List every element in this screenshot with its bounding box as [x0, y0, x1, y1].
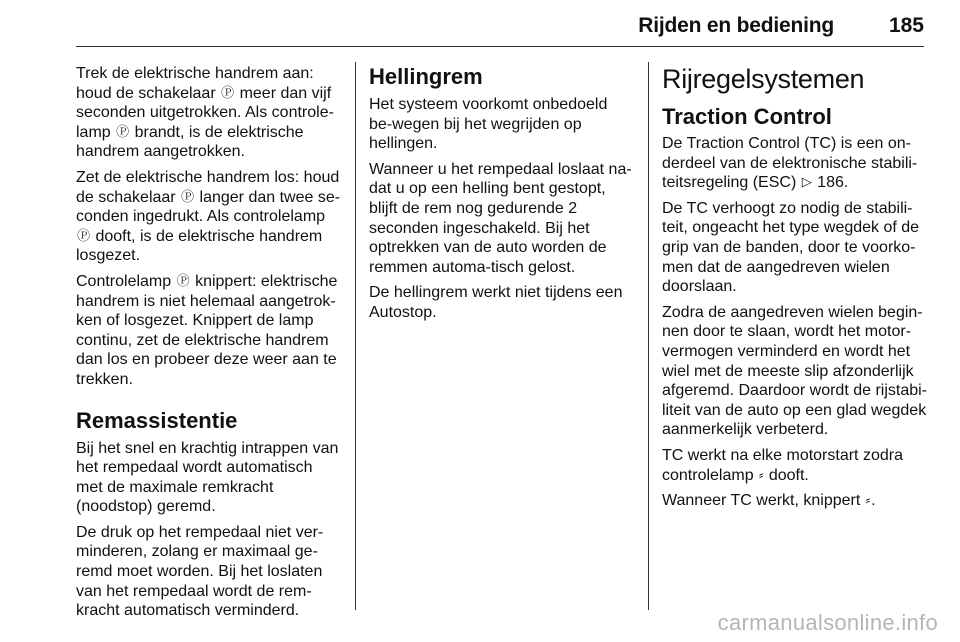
paragraph-tc-slip: Zodra de aangedreven wielen begin-nen door te slaan, wordt het motor-vermogen verminderd en wordt het wiel met de meeste slip afzonderlijk afgeremd. Daardoor wordt de rijstabi-liteit van de auto op een glad wegdek aanmerkelijk verbeterd.: [662, 303, 928, 439]
paragraph-hill-start-3: De hellingrem werkt niet tijdens een Autostop.: [369, 284, 623, 321]
paragraph-brake-release: Zet de elektrische handrem los: houd de schakelaar Ⓟ langer dan twee se-conden ingedrukt. Als controlelamp Ⓟ dooft, is de elektrische handrem losgezet.: [76, 168, 341, 265]
parking-brake-icon: Ⓟ: [77, 227, 91, 243]
paragraph-hill-start-2: Wanneer u het rempedaal loslaat na-dat u op een helling bent gestopt, blijft de rem nog gedurende 2 seconden ingeschakeld. Bij het optrekken van de auto worden de remmen automa-tisch gelost.: [369, 160, 632, 276]
watermark: carmanualsonline.info: [717, 610, 938, 635]
traction-control-icon: ⸗: [759, 466, 764, 482]
paragraph-tc-intro: De Traction Control (TC) is een on-derdeel van de elektronische stabili-teitsregeling (ESC) ▷ 186.: [662, 135, 918, 192]
column-3: [662, 64, 930, 612]
section-name: Rijden en bediening: [638, 14, 834, 37]
parking-brake-icon: Ⓟ: [116, 123, 130, 139]
parking-brake-icon: Ⓟ: [181, 188, 195, 204]
heading-traction-control: Traction Control: [662, 104, 832, 129]
parking-brake-icon: Ⓟ: [176, 272, 190, 288]
paragraph-brake-flashing: Controlelamp Ⓟ knippert: elektrische handrem is niet helemaal aangetrok-ken of losgezet. Knippert de lamp continu, zet de elektrische handrem dan los en probeer deze weer aan te trekken.: [76, 272, 338, 388]
paragraph-tc-stability: De TC verhoogt zo nodig de stabili-teit, ongeacht het type wegdek of de grip van de banden, door te voorko-men dat de aangedreven wielen doorslaan.: [662, 199, 920, 296]
traction-control-icon: ⸗: [865, 492, 871, 508]
column-divider-2: [648, 62, 649, 610]
paragraph-emergency-brake: Bij het snel en krachtig intrappen van het rempedaal wordt automatisch met de maximale remkracht (noodstop) geremd.: [76, 439, 339, 516]
page-reference-arrow-icon: ▷: [801, 174, 812, 190]
heading-remassistentie: Remassistentie: [76, 407, 238, 433]
page-number: 185: [888, 14, 924, 37]
running-head: [76, 12, 924, 47]
paragraph-brake-apply: Trek de elektrische handrem aan: houd de schakelaar Ⓟ meer dan vijf seconden uitgetrokken. Als controle-lamp Ⓟ brandt, is de elektrische handrem aangetrokken.: [76, 65, 334, 161]
section-title: Rijregelsystemen: [662, 64, 865, 94]
paragraph-tc-start: TC werkt na elke motorstart zodra controlelamp ⸗ dooft.: [662, 446, 903, 484]
parking-brake-icon: Ⓟ: [221, 84, 235, 100]
column-2: [369, 64, 633, 612]
column-divider-1: [355, 62, 356, 610]
paragraph-brake-pressure: De druk op het rempedaal niet ver-minderen, zolang er maximaal ge-remd moet worden. Bij het loslaten van het rempedaal wordt de rem-kracht automatisch verminderd.: [76, 523, 324, 620]
paragraph-hill-start-1: Het systeem voorkomt onbedoeld be-wegen bij het wegrijden op hellingen.: [369, 96, 608, 153]
column-1: [76, 64, 342, 620]
page-reference-link[interactable]: 186: [817, 174, 844, 192]
heading-hellingrem: Hellingrem: [369, 64, 483, 89]
paragraph-tc-flashing: Wanneer TC werkt, knippert ⸗.: [662, 492, 876, 510]
